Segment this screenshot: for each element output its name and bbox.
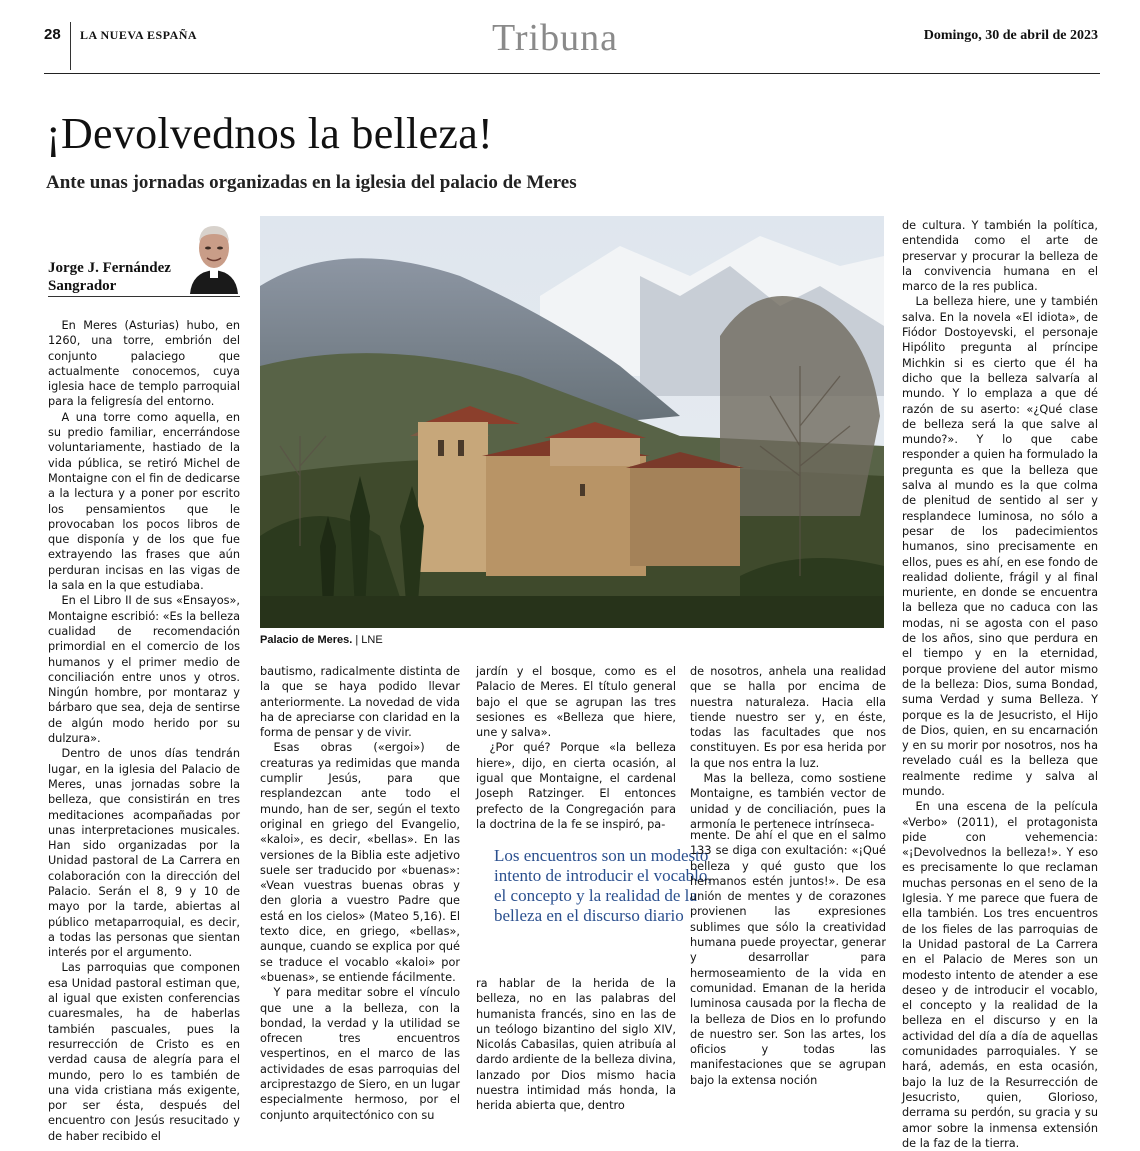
paragraph: mente. De ahí el que en el salmo 133 se diga con exultación: «¡Qué belleza y qué gusto que los hermanos estén juntos!». De esa unión de mentes y de corazones provienen las expresiones sublimes que sólo la creatividad humana puede proyectar, generar y desarrollar para hermoseamiento de la vida en comunidad. Emanan de la herida luminosa causada por la flecha de la belleza de Dios en lo profundo de nuestro ser. Son las artes, los oficios y todas las manifestaciones que se agrupan bajo la extensa noción	[690, 829, 886, 1087]
paragraph: En una escena de la película «Verbo» (2011), el protagonista pide con vehemencia: «¡Devolvednos la belleza!». Y eso es precisamente lo que reclaman muchas personas en el seno de la Iglesia. Y me parece que fuera de ella también. Los tres encuentros de los fieles de las parroquias de la Unidad pastoral de La Carrera en el Palacio de Meres son un modesto intento de atender a ese deseo y de introducir el vocablo, el concepto y la realidad de la belleza en el discurso y en la actividad del día a día de aquellas comunidades parroquiales. Y se hará, además, en esta ocasión, bajo la luz de la Resurrección de Jesucristo, quien, Glorioso, derrama su perdón, su gracia y su amor sobre la inmensa extensión de la faz de la tierra.	[902, 800, 1098, 1150]
caption-credit: | LNE	[352, 634, 383, 646]
paragraph: ra hablar de la herida de la belleza, no en las palabras del humanista francés, sino en las de un teólogo bizantino del siglo XIV, Nicolás Cabasilas, quien atribuía al dardo ardiente de la belleza divina, lanzado por Dios mismo hacia nuestra intimidad más honda, la herida abierta que, dentro	[476, 977, 676, 1113]
byline-rule	[48, 296, 240, 297]
column-3-bottom	[476, 976, 676, 1114]
paragraph: ¿Por qué? Porque «la belleza hiere», dijo, en cierta ocasión, al igual que Montaigne, el cardenal Joseph Ratzinger. El entonces prefecto de la Congregación para la doctrina de la fe se inspiró, pa-	[476, 741, 676, 831]
headline: ¡Devolvednos la belleza!	[46, 109, 494, 158]
paragraph: de nosotros, anhela una realidad que se halla por encima de nuestra naturaleza. Hacia ella tiende nuestro ser y, en éste, todas las facultades que nos constituyen. Es por esa herida por la que nos entra la luz.	[690, 665, 886, 770]
paragraph: bautismo, radicalmente distinta de la que se haya podido llevar anteriormente. La novedad de vida ha de apreciarse con claridad en la forma de pensar y de vivir.	[260, 665, 460, 740]
pull-quote: Los encuentros son un modesto intento de introducir el vocablo, el concepto y la realidad de la belleza en el discurso diario	[494, 846, 712, 925]
photo-caption	[260, 634, 383, 646]
paragraph: Las parroquias que componen esa Unidad pastoral estiman que, al igual que existen conferencias cuaresmales, ha de haberlas también pascuales, pues la resurrección de Cristo es en verdad causa de alegría para el mundo, pero lo es también de una vida cristiana más exigente, por ser ésta, después del encuentro con Jesús resucitado y de haber recibido el	[48, 961, 240, 1143]
section-title: Tribuna	[492, 17, 618, 59]
column-3	[476, 664, 676, 832]
header-separator	[70, 22, 71, 70]
paragraph: Y para meditar sobre el vínculo que une a la belleza, con la bondad, la verdad y la utilidad se ofrecen tres encuentros vespertinos, en el marco de las actividades de esas parroquias del arciprestazgo de Siero, en un lugar especialmente hermoso, por el conjunto arquitectónico con su	[260, 986, 460, 1122]
newspaper-name: LA NUEVA ESPAÑA	[80, 28, 198, 42]
subheadline: Ante unas jornadas organizadas en la iglesia del palacio de Meres	[46, 172, 577, 193]
paragraph: A una torre como aquella, en su predio familiar, encerrándose voluntariamente, hastiado de la vida pública, se retiró Michel de Montaigne con el fin de dedicarse a la lectura y a poner por escrito los pensamientos que le provocaban los pocos libros de que disponía y de los que fue extrayendo las frases que aún perduran incisas en las vigas de la sala en la que estudiaba.	[48, 410, 240, 593]
author-name-line2: Sangrador	[48, 278, 117, 294]
paragraph: Dentro de unos días tendrán lugar, en la iglesia del Palacio de Meres, unas jornadas sobre la belleza, que consistirán en tres meditaciones acompañadas por unas interpretaciones musicales. Han sido organizadas por la Unidad pastoral de La Carrera en colaboración con la dirección del Palacio. Serán el 8, 9 y 10 de mayo por la tarde, abiertas al público metaparroquial, es decir, a todas las personas que sientan interés por el argumento.	[48, 747, 240, 960]
paragraph: jardín y el bosque, como es el Palacio de Meres. El título general bajo el que se agrupan las tres sesiones es «Belleza que hiere, une y salva».	[476, 665, 676, 740]
paragraph: La belleza hiere, une y también salva. En la novela «El idiota», de Fiódor Dostoyevski, el personaje Hipólito pregunta al príncipe Michkin si es cierto que él ha dicho que la belleza salvaría al mundo. Y lo emplaza a que dé razón de su aserto: «¿Qué clase de belleza será la que salve al mundo?». Y lo que cabe responder a quien ha formulado la pregunta es que la belleza que salva al mundo es la que colma de plenitud de sentido al ser y resplandece luminosa, no sólo a pesar de los padecimientos humanos, sino precisamente en ellos, pues es ahí, en ese fondo de realidad doliente, frágil y al final muriente, en donde se encuentra la belleza que no caduca con las modas, ni se agosta con el paso de los años, sino que perdura en el tiempo y en la eternidad, porque proviene del autor mismo de la belleza: Dios, suma Bondad, suma Verdad y suma Belleza. Y porque es la de Jesucristo, el Hijo de Dios, quien, en su encarnación y en su morir por nosotros, nos ha revelado cuál es la belleza que realmente redime y salva al mundo.	[902, 295, 1098, 798]
issue-date: Domingo, 30 de abril de 2023	[923, 28, 1098, 43]
column-2	[260, 664, 460, 1123]
column-4-bottom	[690, 828, 886, 1088]
paragraph: Mas la belleza, como sostiene Montaigne, es también vector de unidad y de conciliación, pues la armonía le pertenece intrínseca-	[690, 772, 886, 831]
column-4	[690, 664, 886, 832]
paragraph: En Meres (Asturias) hubo, en 1260, una torre, embrión del conjunto palaciego que actualmente conocemos, cuya iglesia hace de templo parroquial para la feligresía del entorno.	[48, 319, 240, 409]
header-rule	[44, 73, 1100, 74]
caption-title: Palacio de Meres.	[260, 634, 353, 646]
paragraph: Esas obras («ergoi») de creaturas ya redimidas que manda cumplir Jesús, para que resplandezcan ante todo el mundo, han de ser, según el texto original en griego del Evangelio, «kaloi», es decir, «bellas». En las versiones de la Biblia este adjetivo suele ser traducido por «buenas»: «Vean vuestras buenas obras y den gloria a vuestro Padre que está en los cielos» (Mateo 5,16). El texto dice, en griego, «bellas», aunque, cuando se explica por qué se traduce el vocablo «kaloi» por «buenas», se entiende fácilmente.	[260, 741, 460, 984]
author-byline	[48, 259, 171, 295]
author-photo	[186, 212, 242, 294]
paragraph: de cultura. Y también la política, entendida como el arte de preservar y procurar la belleza de la convivencia humana en el marco de la res publica.	[902, 219, 1098, 294]
paragraph: En el Libro II de sus «Ensayos», Montaigne escribió: «Es la belleza cualidad de recomendación primordial en el comercio de los humanos y el primer medio de conciliación entre unos y otros. Ningún hombre, por montaraz y bárbaro que sea, deja de sentirse de algún modo herido por su dulzura».	[48, 594, 241, 746]
page-number: 28	[44, 26, 61, 43]
palace-photo	[260, 216, 884, 628]
column-5	[902, 218, 1098, 1151]
author-name-line1: Jorge J. Fernández	[48, 260, 171, 276]
column-1	[48, 318, 240, 1144]
